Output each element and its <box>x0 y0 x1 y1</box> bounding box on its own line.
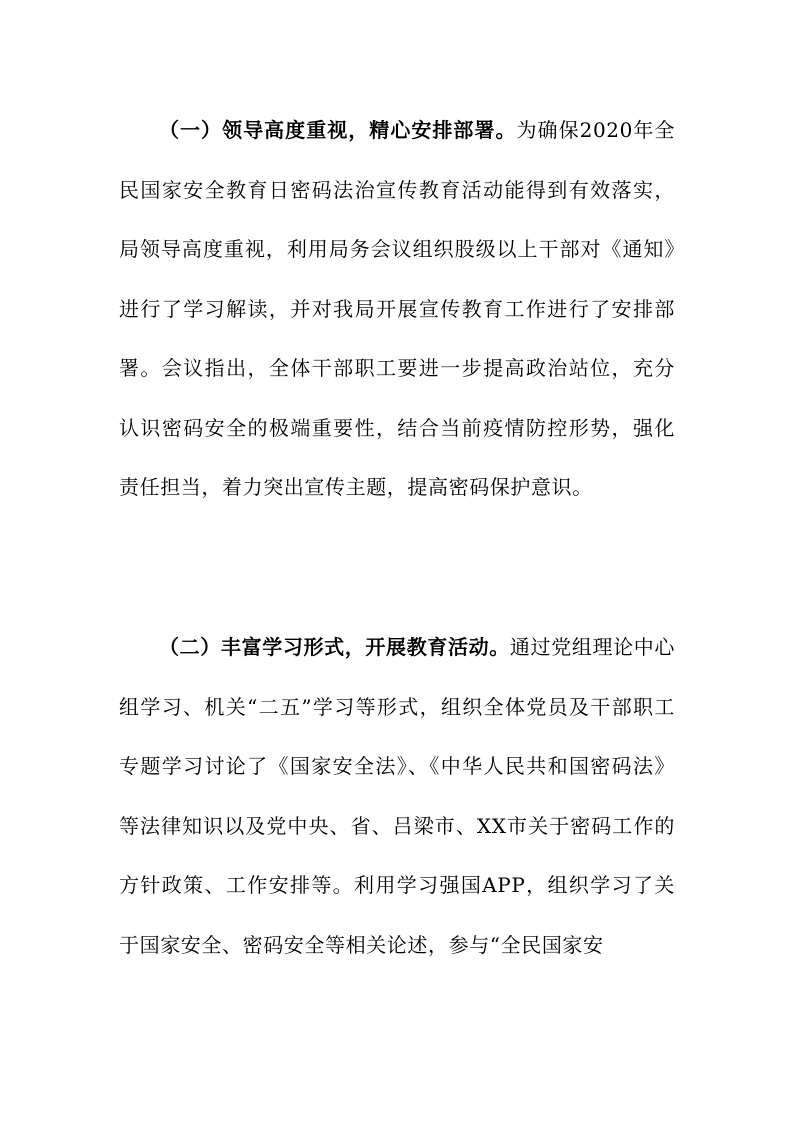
paragraph-body: 为确保2020年全民国家安全教育日密码法治宣传教育活动能得到有效落实，局领导高度重视，利用局务会议组织股级以上干部对《通知》进行了学习解读，并对我局开展宣传教育工作进行了安排部署。会议指出，全体干部职工要进一步提高政治站位，充分认识密码安全的极端重要性，结合当前疫情防控形势，强化责任担当，着力突出宣传主题，提高密码保护意识。 <box>119 118 675 499</box>
paragraph-body: 通过党组理论中心组学习、机关“二五”学习等形式，组织全体党员及干部职工专题学习讨论了《国家安全法》、《中华人民共和国密码法》等法律知识以及党中央、省、吕梁市、XX市关于密码工作的方针政策、工作安排等。利用学习强国APP，组织学习了关于国家安全、密码安全等相关论述，参与“全民国家安 <box>119 635 675 957</box>
paragraph-learning-forms <box>119 618 675 975</box>
paragraph-heading: （一）领导高度重视，精心安排部署。 <box>159 118 517 142</box>
paragraph-leadership <box>119 101 675 518</box>
paragraph-heading: （二）丰富学习形式，开展教育活动。 <box>159 635 510 659</box>
